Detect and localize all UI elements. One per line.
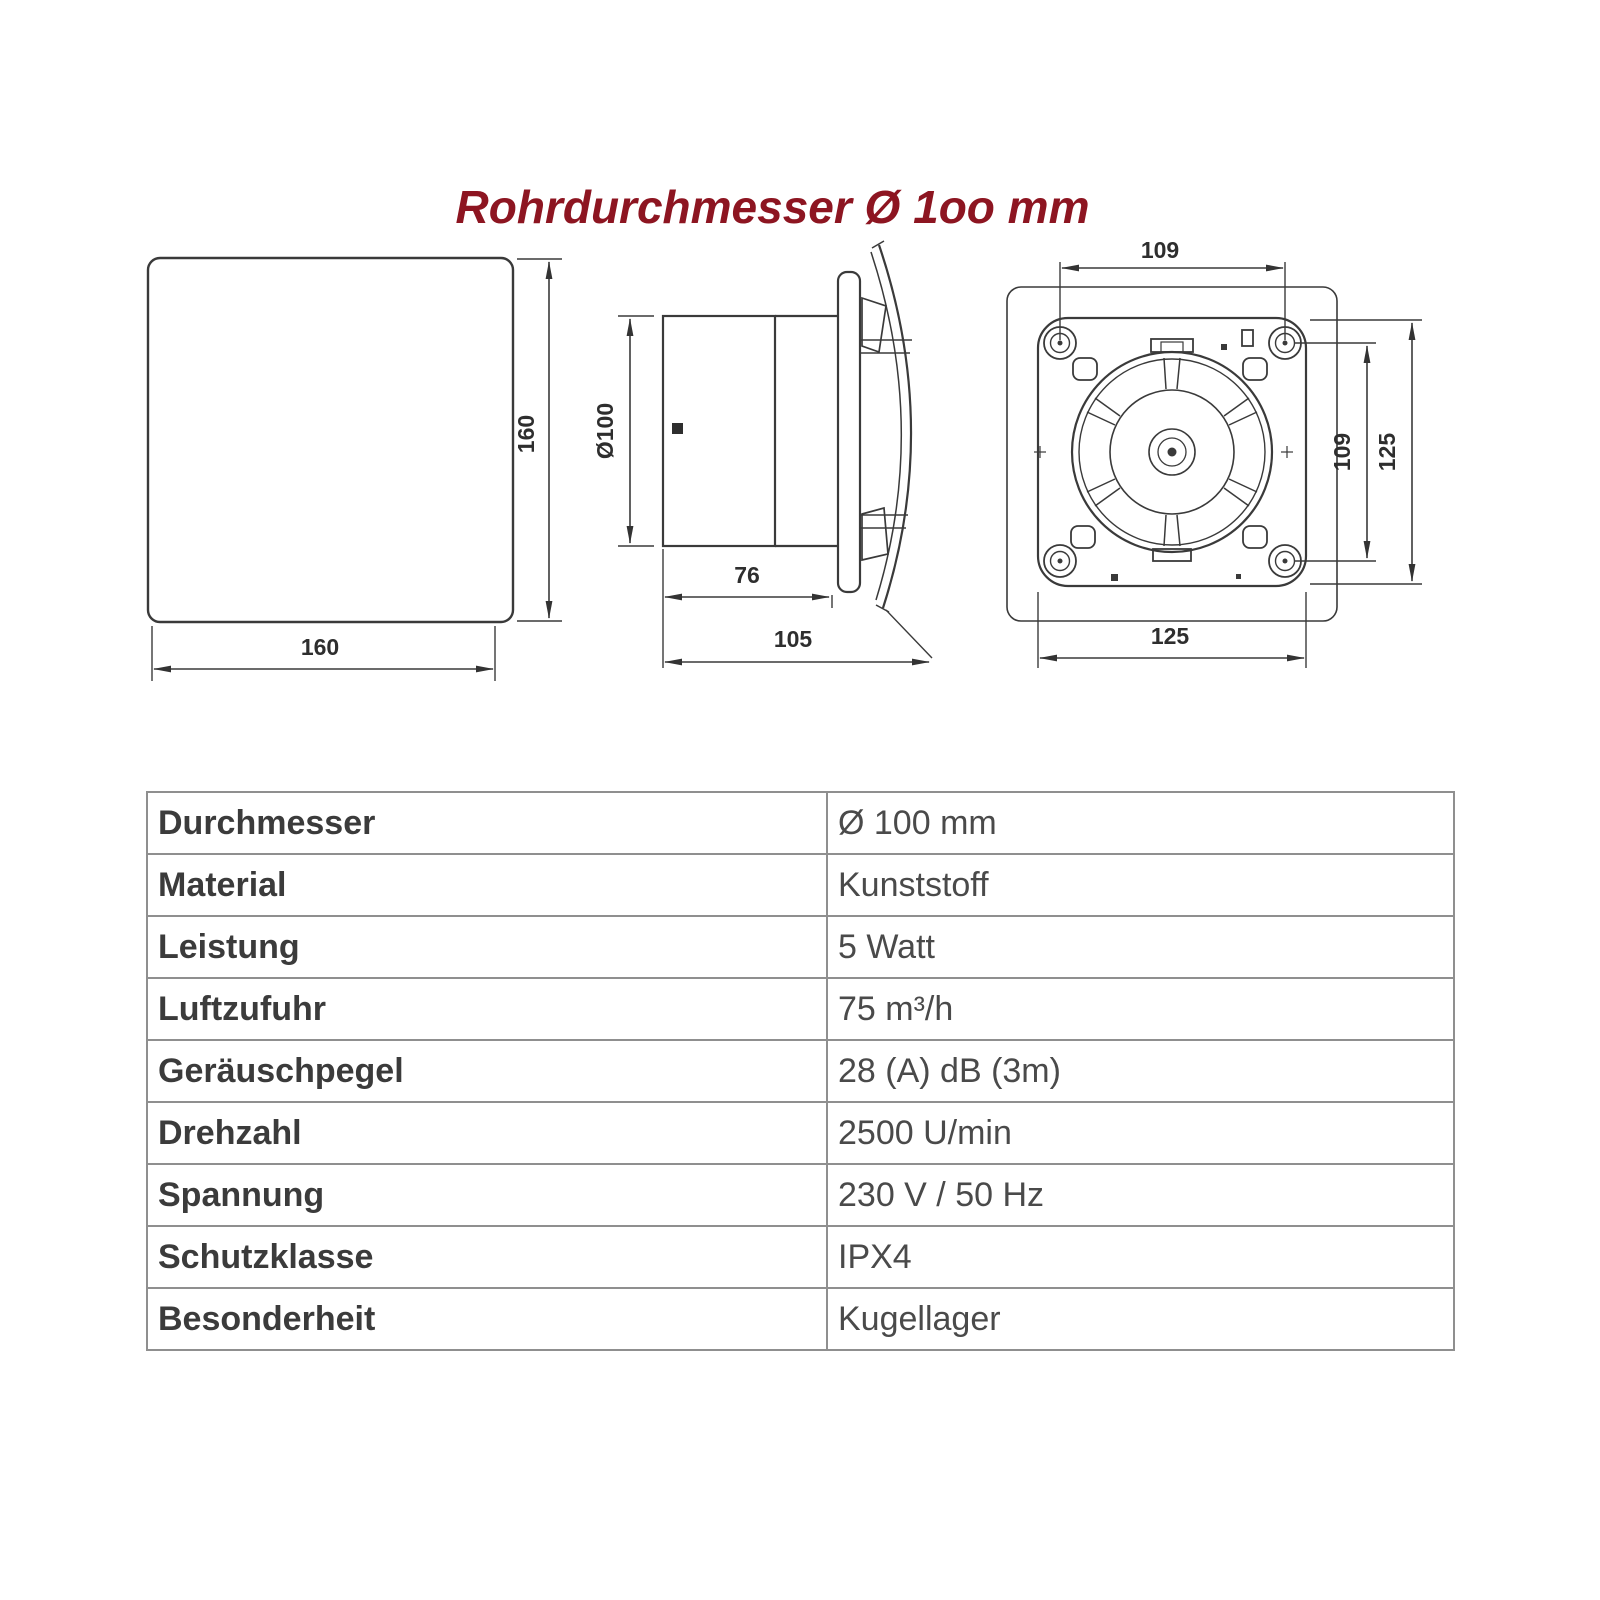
spec-label: Drehzahl xyxy=(147,1102,827,1164)
page-title: Rohrdurchmesser Ø 1oo mm xyxy=(455,181,1090,233)
rear-view-drawing xyxy=(958,218,1450,690)
dim-label-plate-width: 125 xyxy=(1150,623,1190,649)
table-row xyxy=(147,1040,1454,1102)
fan-impeller xyxy=(1072,352,1272,552)
detail-dot-1 xyxy=(1221,344,1227,350)
table-row xyxy=(147,1164,1454,1226)
table-row xyxy=(147,854,1454,916)
cover-front-outline xyxy=(148,258,513,622)
spec-label: Spannung xyxy=(147,1164,827,1226)
front-view-drawing xyxy=(120,238,580,693)
spec-label: Besonderheit xyxy=(147,1288,827,1350)
spec-value: 75 m³/h xyxy=(827,978,1454,1040)
table-row xyxy=(147,978,1454,1040)
spec-value: IPX4 xyxy=(827,1226,1454,1288)
cable-entry xyxy=(1242,330,1253,346)
spec-value: Kunststoff xyxy=(827,854,1454,916)
clamp-top xyxy=(862,298,886,352)
dim-label-hole-spacing-v: 109 xyxy=(1329,432,1355,472)
mounting-plate xyxy=(838,272,860,592)
spec-label: Schutzklasse xyxy=(147,1226,827,1288)
dim-label-front-height: 160 xyxy=(513,414,539,454)
spec-label: Leistung xyxy=(147,916,827,978)
dim-label-diameter: Ø100 xyxy=(592,402,618,460)
table-row xyxy=(147,1102,1454,1164)
table-row xyxy=(147,1226,1454,1288)
spec-label: Luftzufuhr xyxy=(147,978,827,1040)
dim-label-depth-duct: 76 xyxy=(734,562,760,588)
spec-value: Kugellager xyxy=(827,1288,1454,1350)
clamp-bottom xyxy=(862,508,888,560)
fan-tab-top xyxy=(1151,339,1193,352)
spec-value: 5 Watt xyxy=(827,916,1454,978)
spec-value: 2500 U/min xyxy=(827,1102,1454,1164)
duct-detail-mark xyxy=(672,423,683,434)
dim-label-hole-spacing-h: 109 xyxy=(1140,237,1180,263)
dim-label-front-width: 160 xyxy=(300,634,340,660)
detail-dot-3 xyxy=(1236,574,1241,579)
spec-value: Ø 100 mm xyxy=(827,792,1454,854)
table-row xyxy=(147,916,1454,978)
spec-value: 230 V / 50 Hz xyxy=(827,1164,1454,1226)
spec-label: Geräuschpegel xyxy=(147,1040,827,1102)
table-row xyxy=(147,792,1454,854)
dim-label-depth-total: 105 xyxy=(773,626,813,652)
detail-dot-2 xyxy=(1111,574,1118,581)
cover-arc-outer xyxy=(879,245,911,608)
dim-label-plate-height: 125 xyxy=(1374,432,1400,472)
fan-tab-top-inner xyxy=(1161,342,1183,352)
spec-label: Durchmesser xyxy=(147,792,827,854)
side-view-drawing xyxy=(580,228,960,690)
spec-label: Material xyxy=(147,854,827,916)
spec-table xyxy=(146,791,1455,1351)
table-row xyxy=(147,1288,1454,1350)
spec-value: 28 (A) dB (3m) xyxy=(827,1040,1454,1102)
